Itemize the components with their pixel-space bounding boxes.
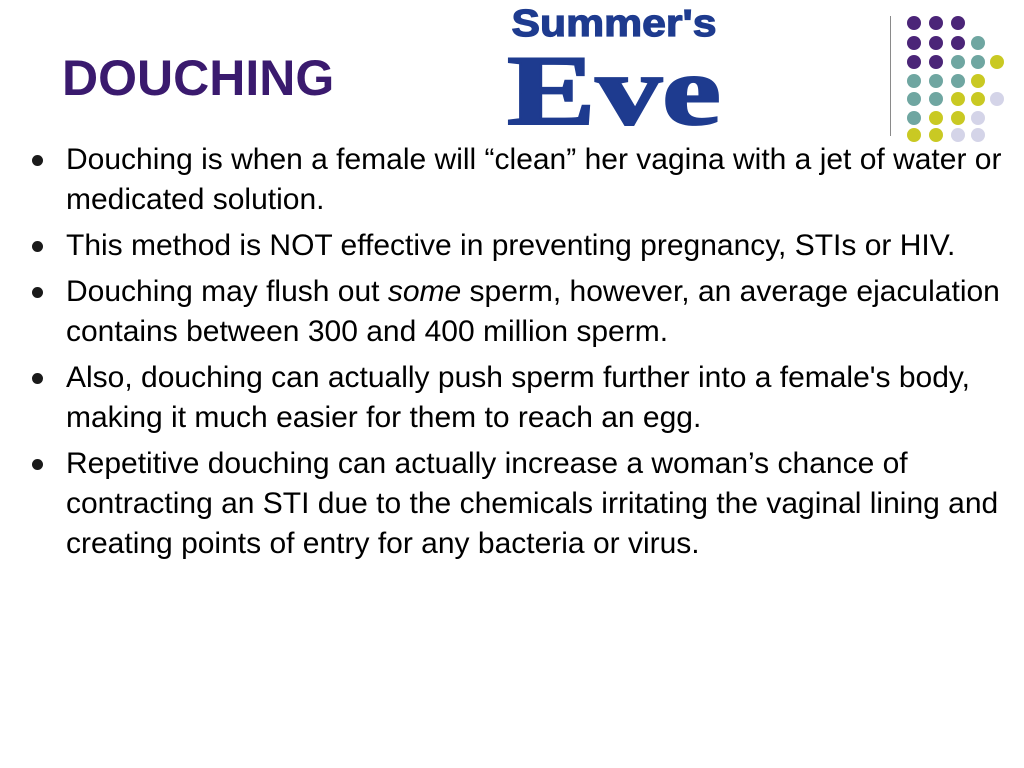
dot: [929, 36, 943, 50]
bullet-item: [28, 226, 1008, 266]
dot: [907, 111, 921, 125]
dot: [907, 16, 921, 30]
bullet-text: Also, douching can actually push sperm further into a female's body, making it much easier for them to reach an egg.: [66, 361, 970, 434]
dot: [971, 36, 985, 50]
logo-main-text: Eve: [507, 35, 721, 130]
dot: [951, 55, 965, 69]
bullet-list: [28, 140, 1008, 570]
dot: [929, 16, 943, 30]
dot: [907, 36, 921, 50]
bullet-item: [28, 444, 1008, 564]
dot: [929, 55, 943, 69]
bullet-text: This method is NOT effective in preventing pregnancy, STIs or HIV.: [66, 229, 956, 262]
bullet-marker: [32, 287, 43, 298]
bullet-item: [28, 140, 1008, 220]
bullet-marker: [32, 373, 43, 384]
dot: [971, 111, 985, 125]
dot: [907, 92, 921, 106]
bullet-text: Douching is when a female will “clean” her vagina with a jet of water or medicated solution.: [66, 143, 1002, 216]
slide-title: DOUCHING: [62, 50, 335, 106]
bullet-marker: [32, 155, 43, 166]
bullet-text: Repetitive douching can actually increase a woman’s chance of contracting an STI due to the chemicals irritating the vaginal lining and creating points of entry for any bacteria or virus.: [66, 447, 999, 560]
dot: [971, 55, 985, 69]
dot: [951, 92, 965, 106]
bullet-text-before: Douching may flush out: [66, 275, 388, 308]
bullet-text-emphasis: some: [387, 275, 462, 308]
dot: [907, 74, 921, 88]
logo-top-text: Summer's: [511, 3, 717, 45]
summers-eve-logo: [502, 2, 728, 130]
bullet-item: [28, 272, 1008, 352]
bullet-item: [28, 358, 1008, 438]
dot: [990, 92, 1004, 106]
dot: [929, 111, 943, 125]
bullet-text-after: sperm, however, an average ejaculation contains between 300 and 400 million sperm.: [66, 275, 1000, 348]
dot: [951, 111, 965, 125]
dot: [907, 55, 921, 69]
dot: [951, 16, 965, 30]
header-divider: [890, 16, 891, 136]
bullet-marker: [32, 459, 43, 470]
dot: [929, 74, 943, 88]
dot: [971, 92, 985, 106]
dot: [951, 36, 965, 50]
dot: [990, 55, 1004, 69]
dot: [929, 92, 943, 106]
dot: [951, 74, 965, 88]
bullet-marker: [32, 241, 43, 252]
dot: [971, 74, 985, 88]
